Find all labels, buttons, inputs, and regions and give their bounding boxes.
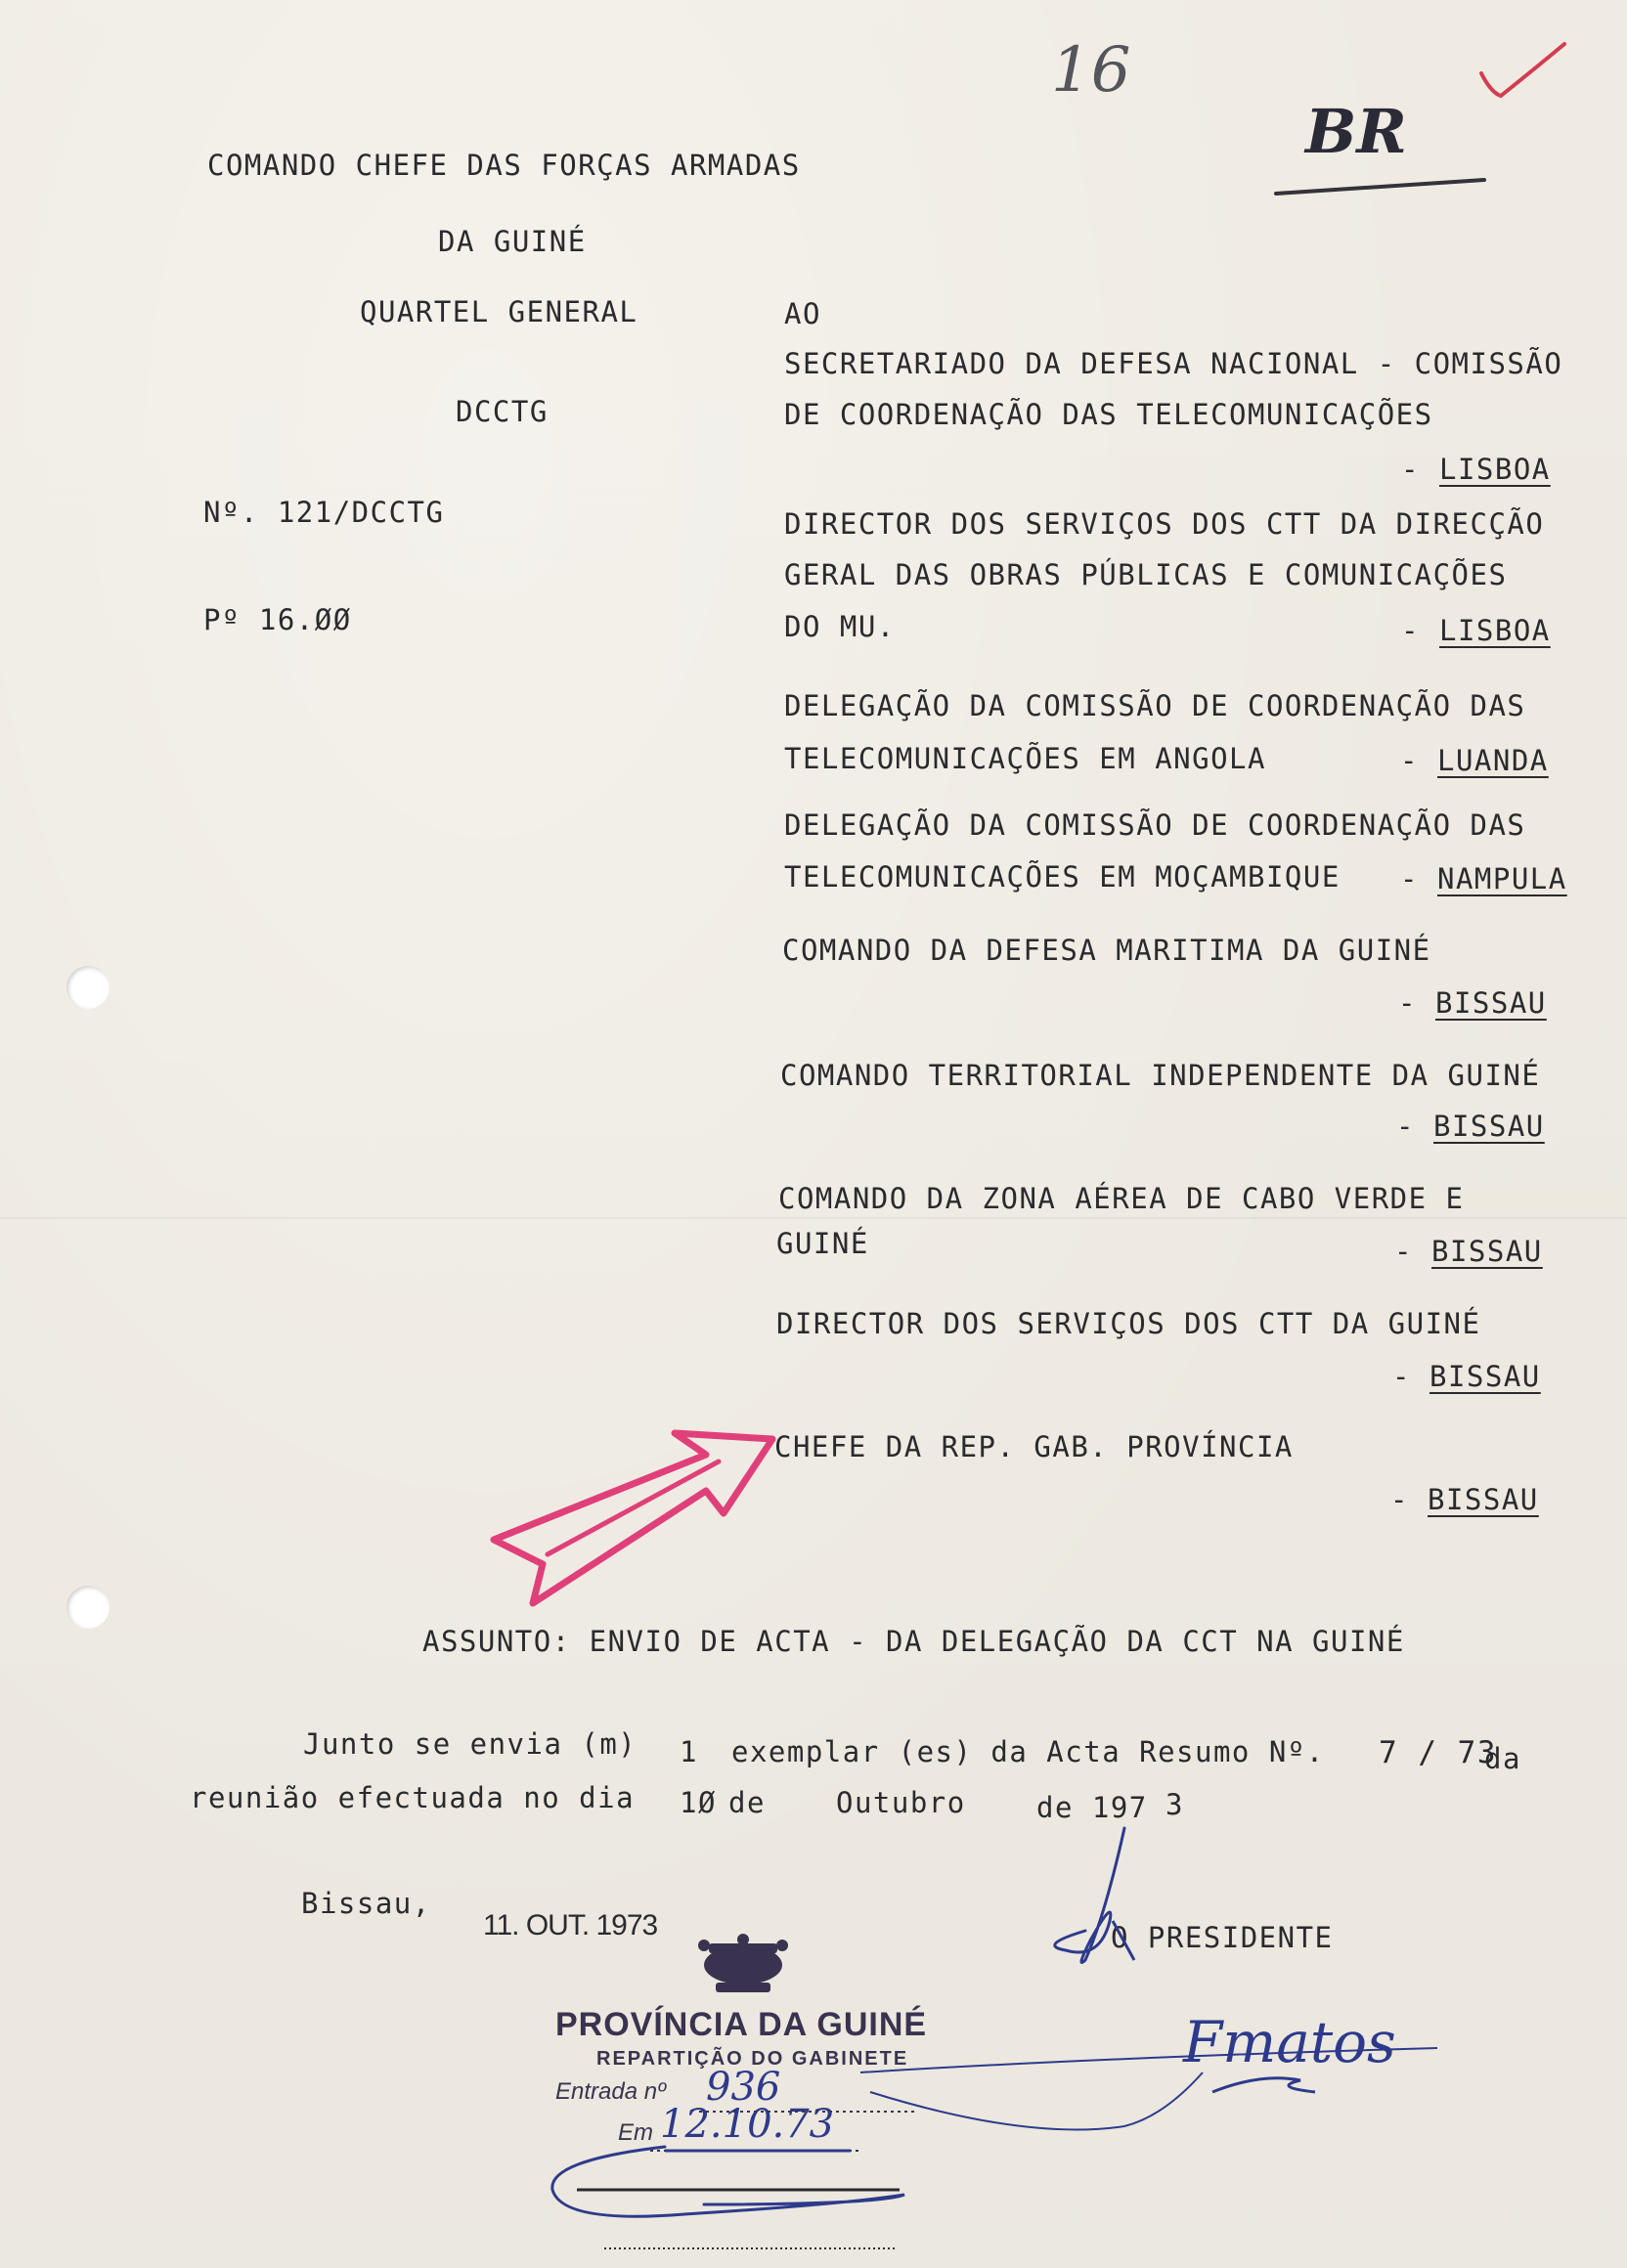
- body-copy-count: 1: [680, 1735, 698, 1768]
- letterhead-line-1: COMANDO CHEFE DAS FORÇAS ARMADAS: [207, 149, 801, 182]
- addressee-3-line-1: DELEGAÇÃO DA COMISSÃO DE COORDENAÇÃO DAS: [784, 689, 1526, 722]
- addressee-8-line-1: DIRECTOR DOS SERVIÇOS DOS CTT DA GUINÉ: [776, 1307, 1481, 1340]
- body-year-prefix: de 197: [1036, 1791, 1148, 1824]
- reference-number: Nº. 121/DCCTG: [203, 496, 445, 529]
- addressee-5-destination: BISSAU: [1435, 986, 1547, 1020]
- addressee-9-line-1: CHEFE DA REP. GAB. PROVÍNCIA: [774, 1430, 1294, 1463]
- addressee-7-dest-dash: -: [1394, 1235, 1413, 1268]
- addressee-5-line-1: COMANDO DA DEFESA MARITIMA DA GUINÉ: [782, 934, 1431, 967]
- body-exemplar-phrase: exemplar (es) da Acta Resumo Nº.: [731, 1735, 1325, 1768]
- addressee-7-line-2: GUINÉ: [776, 1227, 869, 1260]
- addressee-6-destination: BISSAU: [1433, 1110, 1545, 1143]
- body-da: da: [1484, 1742, 1521, 1775]
- stamp-em-label: Em: [618, 2119, 653, 2146]
- letterhead-line-4: DCCTG: [456, 395, 549, 428]
- body-send-phrase: Junto se envia (m): [303, 1727, 638, 1761]
- addressee-2-line-2: GERAL DAS OBRAS PÚBLICAS E COMUNICAÇÕES: [784, 558, 1508, 591]
- subject-line: ASSUNTO: ENVIO DE ACTA - DA DELEGAÇÃO DA CCT NA GUINÉ: [422, 1625, 1405, 1658]
- date-stamp: 11. OUT. 1973: [483, 1909, 658, 1941]
- process-number: Pº 16.ØØ: [203, 603, 352, 636]
- addressee-5-dest-dash: -: [1398, 986, 1417, 1020]
- stamp-entrada-label: Entrada nº: [555, 2078, 666, 2105]
- addressee-3-dest-dash: -: [1400, 744, 1419, 777]
- addressee-2-line-1: DIRECTOR DOS SERVIÇOS DOS CTT DA DIRECÇÃO: [784, 507, 1545, 541]
- addressee-7-destination: BISSAU: [1431, 1235, 1543, 1268]
- addressee-4-destination: NAMPULA: [1437, 862, 1567, 895]
- addressee-4-line-1: DELEGAÇÃO DA COMISSÃO DE COORDENAÇÃO DAS: [784, 808, 1526, 842]
- letterhead-line-2: DA GUINÉ: [438, 225, 587, 258]
- body-month: Outubro: [836, 1786, 966, 1819]
- stamp-province: PROVÍNCIA DA GUINÉ: [555, 2006, 928, 2043]
- addressee-4-dest-dash: -: [1400, 862, 1419, 895]
- body-day: 1Ø: [680, 1786, 717, 1819]
- addressee-1-line-1: SECRETARIADO DA DEFESA NACIONAL - COMISSÃO: [784, 347, 1563, 380]
- addressee-3-destination: LUANDA: [1437, 744, 1549, 777]
- addressee-1-line-2: DE COORDENAÇÃO DAS TELECOMUNICAÇÕES: [784, 398, 1433, 431]
- letterhead-line-3: QUARTEL GENERAL: [360, 295, 638, 328]
- place: Bissau,: [301, 1887, 431, 1920]
- addressee-8-dest-dash: -: [1392, 1360, 1411, 1393]
- addressee-7-line-1: COMANDO DA ZONA AÉREA DE CABO VERDE E: [778, 1182, 1465, 1215]
- addressee-3-line-2: TELECOMUNICAÇÕES EM ANGOLA: [784, 742, 1266, 775]
- addressee-6-line-1: COMANDO TERRITORIAL INDEPENDENTE DA GUINÉ: [780, 1059, 1541, 1092]
- addressee-9-destination: BISSAU: [1428, 1483, 1539, 1516]
- addressee-intro: AO: [784, 297, 821, 330]
- handwritten-signature: Fmatos: [1183, 2009, 1396, 2075]
- addressee-1-destination: LISBOA: [1439, 453, 1551, 486]
- addressee-8-destination: BISSAU: [1429, 1360, 1541, 1393]
- addressee-4-line-2: TELECOMUNICAÇÕES EM MOÇAMBIQUE: [784, 860, 1341, 894]
- stamp-entrada-number: 936: [706, 2065, 781, 2110]
- stamp-department: REPARTIÇÃO DO GABINETE: [596, 2048, 909, 2070]
- addressee-2-dest-dash: -: [1401, 614, 1420, 647]
- addressee-2-line-3: DO MU.: [784, 610, 896, 643]
- signatory-title: O PRESIDENTE: [1111, 1921, 1334, 1954]
- addressee-6-dest-dash: -: [1396, 1110, 1415, 1143]
- body-acta-number: 7 / 73: [1379, 1735, 1497, 1770]
- handwritten-initials: BR: [1305, 96, 1407, 167]
- body-de-1: de: [728, 1786, 766, 1819]
- addressee-1-dest-dash: -: [1401, 453, 1420, 486]
- body-meeting-phrase: reunião efectuada no dia: [190, 1781, 636, 1814]
- addressee-2-destination: LISBOA: [1439, 614, 1551, 647]
- addressee-9-dest-dash: -: [1390, 1483, 1409, 1516]
- handwritten-page-number: 16: [1051, 34, 1131, 107]
- stamp-em-date: 12.10.73: [660, 2102, 835, 2147]
- body-year-digit: 3: [1165, 1788, 1184, 1821]
